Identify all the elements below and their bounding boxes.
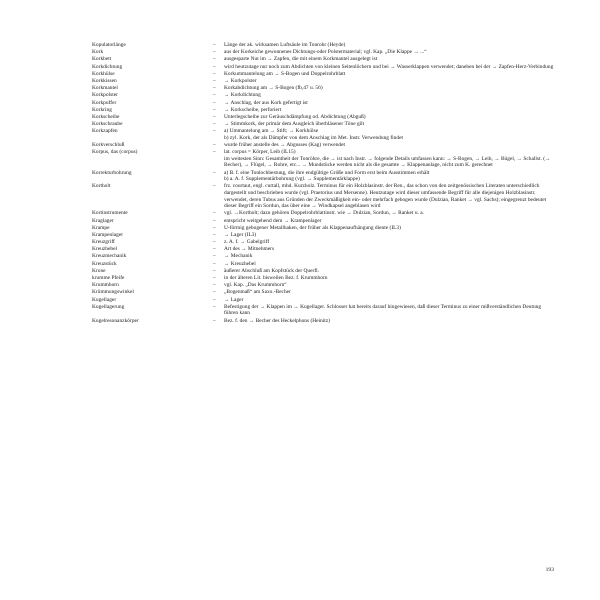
glossary-entry <box>92 318 554 325</box>
glossary-definition: Korkabdichtung am → S-Bogen (fb,47 u. 56) <box>224 85 323 92</box>
glossary-definition: U-förmig gebogener Metallhaken, der früher als Klappenaufhängung diente (IL3) <box>224 224 401 231</box>
glossary-term: Korrekturbohrung <box>92 169 132 176</box>
glossary-separator-dash: – <box>213 217 216 224</box>
glossary-definition: a) B. f. eine Tonlochbestung, die ihre endgültige Größe und Form erst beim Ausstimmen erhält b) a. A. f. Supplementärbohrung (vgl. → Supplementärklappe) <box>224 169 430 183</box>
glossary-definition: vgl. Kap. „Das Krummhorn“ <box>224 282 287 289</box>
glossary-entry <box>92 297 554 304</box>
glossary-separator-dash: – <box>213 239 216 246</box>
glossary-entry <box>92 85 554 92</box>
glossary-separator-dash: – <box>213 128 216 135</box>
glossary-entry <box>92 78 554 85</box>
glossary-definition: aus der Korkeiche gewonnenes Dichtungs-oder Polstermaterial; vgl. Kap. „Die Klappe → ...“ <box>224 49 427 56</box>
glossary-term: Korkzapfen <box>92 128 118 135</box>
glossary-entry <box>92 100 554 107</box>
glossary-separator-dash: – <box>213 253 216 260</box>
glossary-entry <box>92 71 554 78</box>
glossary-term: Kortholt <box>92 183 111 190</box>
glossary-entry <box>92 282 554 289</box>
glossary-separator-dash: – <box>213 42 216 48</box>
glossary-separator-dash: – <box>213 121 216 128</box>
glossary-definition: Bez. f. den → Becher des Heckelphons (Heinitz) <box>224 317 330 324</box>
glossary-entry <box>92 114 554 121</box>
glossary-separator-dash: – <box>213 92 216 99</box>
glossary-separator-dash: – <box>213 289 216 296</box>
glossary-definition: wird heutzutage nur noch zum Abdichten von kleinen Seitenlöchern und bei → Wasserklappen verwendet; daneben bei der → Zapfen-Herz-Verbindung <box>224 63 554 70</box>
glossary-term: Kraglager <box>92 217 114 224</box>
glossary-separator-dash: – <box>213 99 216 106</box>
glossary-separator-dash: – <box>213 317 216 324</box>
glossary-definition: → Anschlag, der aus Kork gefertigt ist <box>224 99 308 106</box>
glossary-term: Korkscheibe <box>92 113 120 120</box>
glossary-separator-dash: – <box>213 303 216 310</box>
glossary-separator-dash: – <box>213 183 216 190</box>
glossary-definition: wurde früher anstelle des → Abgusses (Kag) verwendet <box>224 142 346 149</box>
glossary-term: Korkpuffer <box>92 99 117 106</box>
glossary-entry <box>92 170 554 183</box>
glossary-definition: Korkummantelung am → S-Bogen und Doppelrohrblatt <box>224 70 346 77</box>
glossary-separator-dash: – <box>213 85 216 92</box>
glossary-entry <box>92 128 554 141</box>
glossary-term: Korkverschluß <box>92 142 125 149</box>
glossary-term: Kreuzgriff <box>92 239 115 246</box>
glossary-definition: Unterlegscheibe zur Geräuschdämpfung od. Abdichtung (Abguß) <box>224 113 366 120</box>
glossary-list <box>92 42 554 324</box>
glossary-term: Korkpolster <box>92 92 118 99</box>
glossary-term: Kugellager <box>92 296 117 303</box>
glossary-separator-dash: – <box>213 113 216 120</box>
glossary-separator-dash: – <box>213 260 216 267</box>
glossary-definition: ausgesparte Nut im → Zapfen, die mit einem Korkmantel ausgelegt ist <box>224 56 378 63</box>
glossary-separator-dash: – <box>213 149 216 156</box>
glossary-separator-dash: – <box>213 267 216 274</box>
glossary-definition: Befestigung der → Klappen im → Kugellager. Schlosser hat bereits darauf hingewiesen, daß dieser Terminus zu einer mißverständlichen Deutung führen kann <box>224 303 542 317</box>
glossary-term: Krampenlager <box>92 231 124 238</box>
glossary-entry <box>92 92 554 99</box>
glossary-entry <box>92 49 554 56</box>
glossary-definition: entspricht weitgehend dem → Krampenlager <box>224 217 322 224</box>
glossary-term: Kreuzhebel <box>92 246 118 253</box>
glossary-entry <box>92 253 554 260</box>
glossary-definition: lat. corpus = Körper, Leib (IL15) im weitesten Sinn: Gesamtheit der Tonröhre, die → ist nach Instr. → folgende Details umfassen kann: → S-Bogen, → Leib, → Bügel, → Schallst. (→ Becher), → Flügel, → Rohre, etc... → Mundstücke werden nicht als die gesamte → Klappenanlage, nicht zum K. gerechnet <box>224 149 551 169</box>
glossary-term: Kreuzmechanik <box>92 253 127 260</box>
glossary-term: Krümmungswinkel <box>92 289 134 296</box>
glossary-term: Kugellagerung <box>92 303 125 310</box>
glossary-term: Krone <box>92 267 106 274</box>
page-number: 193 <box>545 567 554 573</box>
glossary-separator-dash: – <box>213 231 216 238</box>
glossary-term: Korpus, das (corpus) <box>92 149 138 156</box>
glossary-entry <box>92 107 554 114</box>
glossary-term: Kopulatorlänge <box>92 42 126 48</box>
glossary-separator-dash: – <box>213 246 216 253</box>
glossary-separator-dash: – <box>213 63 216 70</box>
glossary-definition: äußerer Abschluß am Kopfstück der Querfl. <box>224 267 320 274</box>
glossary-term: Kork <box>92 49 104 56</box>
glossary-term: Korkhülse <box>92 70 115 77</box>
glossary-definition: vgl. →Kortholt; dazu gehören Doppelrohrblattinstr. wie → Dulzian, Sordun, → Ranket u. a. <box>224 210 424 217</box>
glossary-entry <box>92 56 554 63</box>
glossary-definition: → Mechanik <box>224 253 253 260</box>
glossary-definition: → Stimmkork, der primär dem Ausgleich überbläsener Töne gilt <box>224 121 365 128</box>
glossary-entry <box>92 232 554 239</box>
glossary-entry <box>92 304 554 317</box>
glossary-definition: → Korkdichtung <box>224 92 261 99</box>
glossary-separator-dash: – <box>213 210 216 217</box>
glossary-definition: Länge der ak. wirksamen Luftsäule im Tonrohr (Heyde) <box>224 42 346 48</box>
glossary-entry <box>92 210 554 217</box>
glossary-term: Krampe <box>92 224 110 231</box>
glossary-term: krumme Pfeife <box>92 275 125 282</box>
glossary-separator-dash: – <box>213 275 216 282</box>
glossary-term: Kortinstrumente <box>92 210 128 217</box>
glossary-entry <box>92 275 554 282</box>
glossary-definition: → Korkpolster <box>224 77 257 84</box>
glossary-entry <box>92 183 554 209</box>
glossary-entry <box>92 239 554 246</box>
glossary-separator-dash: – <box>213 296 216 303</box>
glossary-definition: frz. courtaut, engl. curtall, mhd. Kurzholz. Terminus für ein Holzblasinstr. der Ren., das schon von den zeitgenössischen Literaten unterschiedlich dargestellt und beschrieben wurde (vgl. Praetorius und Mersenne). Heutzutage wird dieser umfassende Begriff für alle diejenigen Holzblasinstr. verwendet, deren Tubus aus Gründen der Zweckmäßigkeit ein- oder mehrfach gebogen wurde (Dulzian, Ranket → vgl. Sachs); eingegrenzt bedeutet dieser Begriff ein Sordun, das über eine → Windkapsel angeblasen wird <box>224 183 547 210</box>
glossary-entry <box>92 268 554 275</box>
glossary-entry <box>92 149 554 169</box>
glossary-term: Kugelresonanzkörper <box>92 317 139 324</box>
glossary-entry <box>92 225 554 232</box>
glossary-separator-dash: – <box>213 56 216 63</box>
glossary-separator-dash: – <box>213 224 216 231</box>
glossary-entry <box>92 289 554 296</box>
glossary-term: Korkschraube <box>92 121 123 128</box>
glossary-term: Korkmantel <box>92 85 118 92</box>
glossary-separator-dash: – <box>213 70 216 77</box>
glossary-entry <box>92 246 554 253</box>
glossary-definition: → Lager (IL3) <box>224 231 257 238</box>
glossary-entry <box>92 218 554 225</box>
glossary-entry <box>92 121 554 128</box>
glossary-definition: → Kreuzhebel <box>224 260 256 267</box>
glossary-term: Korkkissen <box>92 77 117 84</box>
glossary-separator-dash: – <box>213 169 216 176</box>
glossary-definition: → Korkscheibe, perforiert <box>224 106 282 113</box>
glossary-definition: in der älteren Lit. bisweilen Bez. f. Krummhorn <box>224 275 328 282</box>
glossary-definition: z. A. f. → Gabelgriff <box>224 239 270 246</box>
glossary-definition: → Lager <box>224 296 244 303</box>
glossary-term: Krummhorn <box>92 282 119 289</box>
glossary-term: Korkring <box>92 106 112 113</box>
glossary-separator-dash: – <box>213 282 216 289</box>
glossary-entry <box>92 261 554 268</box>
glossary-definition: Art des → Mitnehmers <box>224 246 275 253</box>
glossary-separator-dash: – <box>213 142 216 149</box>
glossary-term: Korkdichtung <box>92 63 123 70</box>
glossary-entry <box>92 42 554 49</box>
glossary-entry <box>92 64 554 71</box>
glossary-separator-dash: – <box>213 106 216 113</box>
glossary-entry <box>92 142 554 149</box>
glossary-separator-dash: – <box>213 77 216 84</box>
glossary-separator-dash: – <box>213 49 216 56</box>
glossary-term: Korkbett <box>92 56 112 63</box>
glossary-definition: „Bogenmaß“ am Saxo.-Becher <box>224 289 291 296</box>
glossary-term: Kreuzstück <box>92 260 117 267</box>
glossary-definition: a) Ummantelung am → Stift; → Korkhülse b) zyl. Kork, der als Dämpfer von dem Anschlag im Met. Instr. Verwendung findet <box>224 128 403 141</box>
